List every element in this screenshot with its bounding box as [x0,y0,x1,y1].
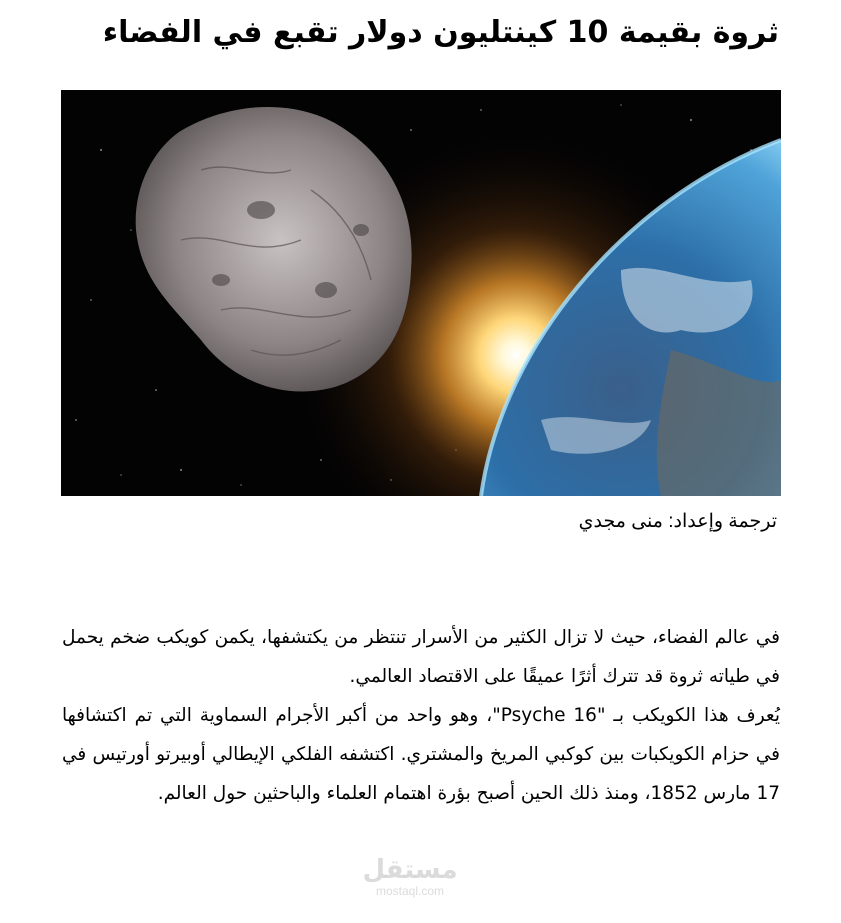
article-paragraph: في عالم الفضاء، حيث لا تزال الكثير من الأسرار تنتظر من يكتشفها، يكمن كويكب ضخم يحمل في طياته ثروة قد تترك أثرًا عميقًا على الاقتصاد العالمي. [62,627,780,687]
article-paragraph: يُعرف هذا الكويكب بـ "Psyche 16"، وهو واحد من أكبر الأجرام السماوية التي تم اكتشافها في حزام الكويكبات بين كوكبي المريخ والمشتري. اكتشفه الفلكي الإيطالي أوبيرتو أورتيس في 17 مارس 1852، ومنذ ذلك الحين أصبح بؤرة اهتمام العلماء والباحثين حول العالم. [62,705,781,804]
byline: ترجمة وإعداد: منى مجدي [578,511,777,532]
article-body [62,618,780,813]
watermark-arabic: مستقل [362,855,458,885]
asteroid-earth-image [61,90,781,496]
hero-image [61,90,781,496]
article-title: ثروة بقيمة 10 كينتليون دولار تقبع في الفضاء [102,15,779,50]
watermark-latin: mostaql.com [375,884,445,898]
watermark [360,856,460,898]
